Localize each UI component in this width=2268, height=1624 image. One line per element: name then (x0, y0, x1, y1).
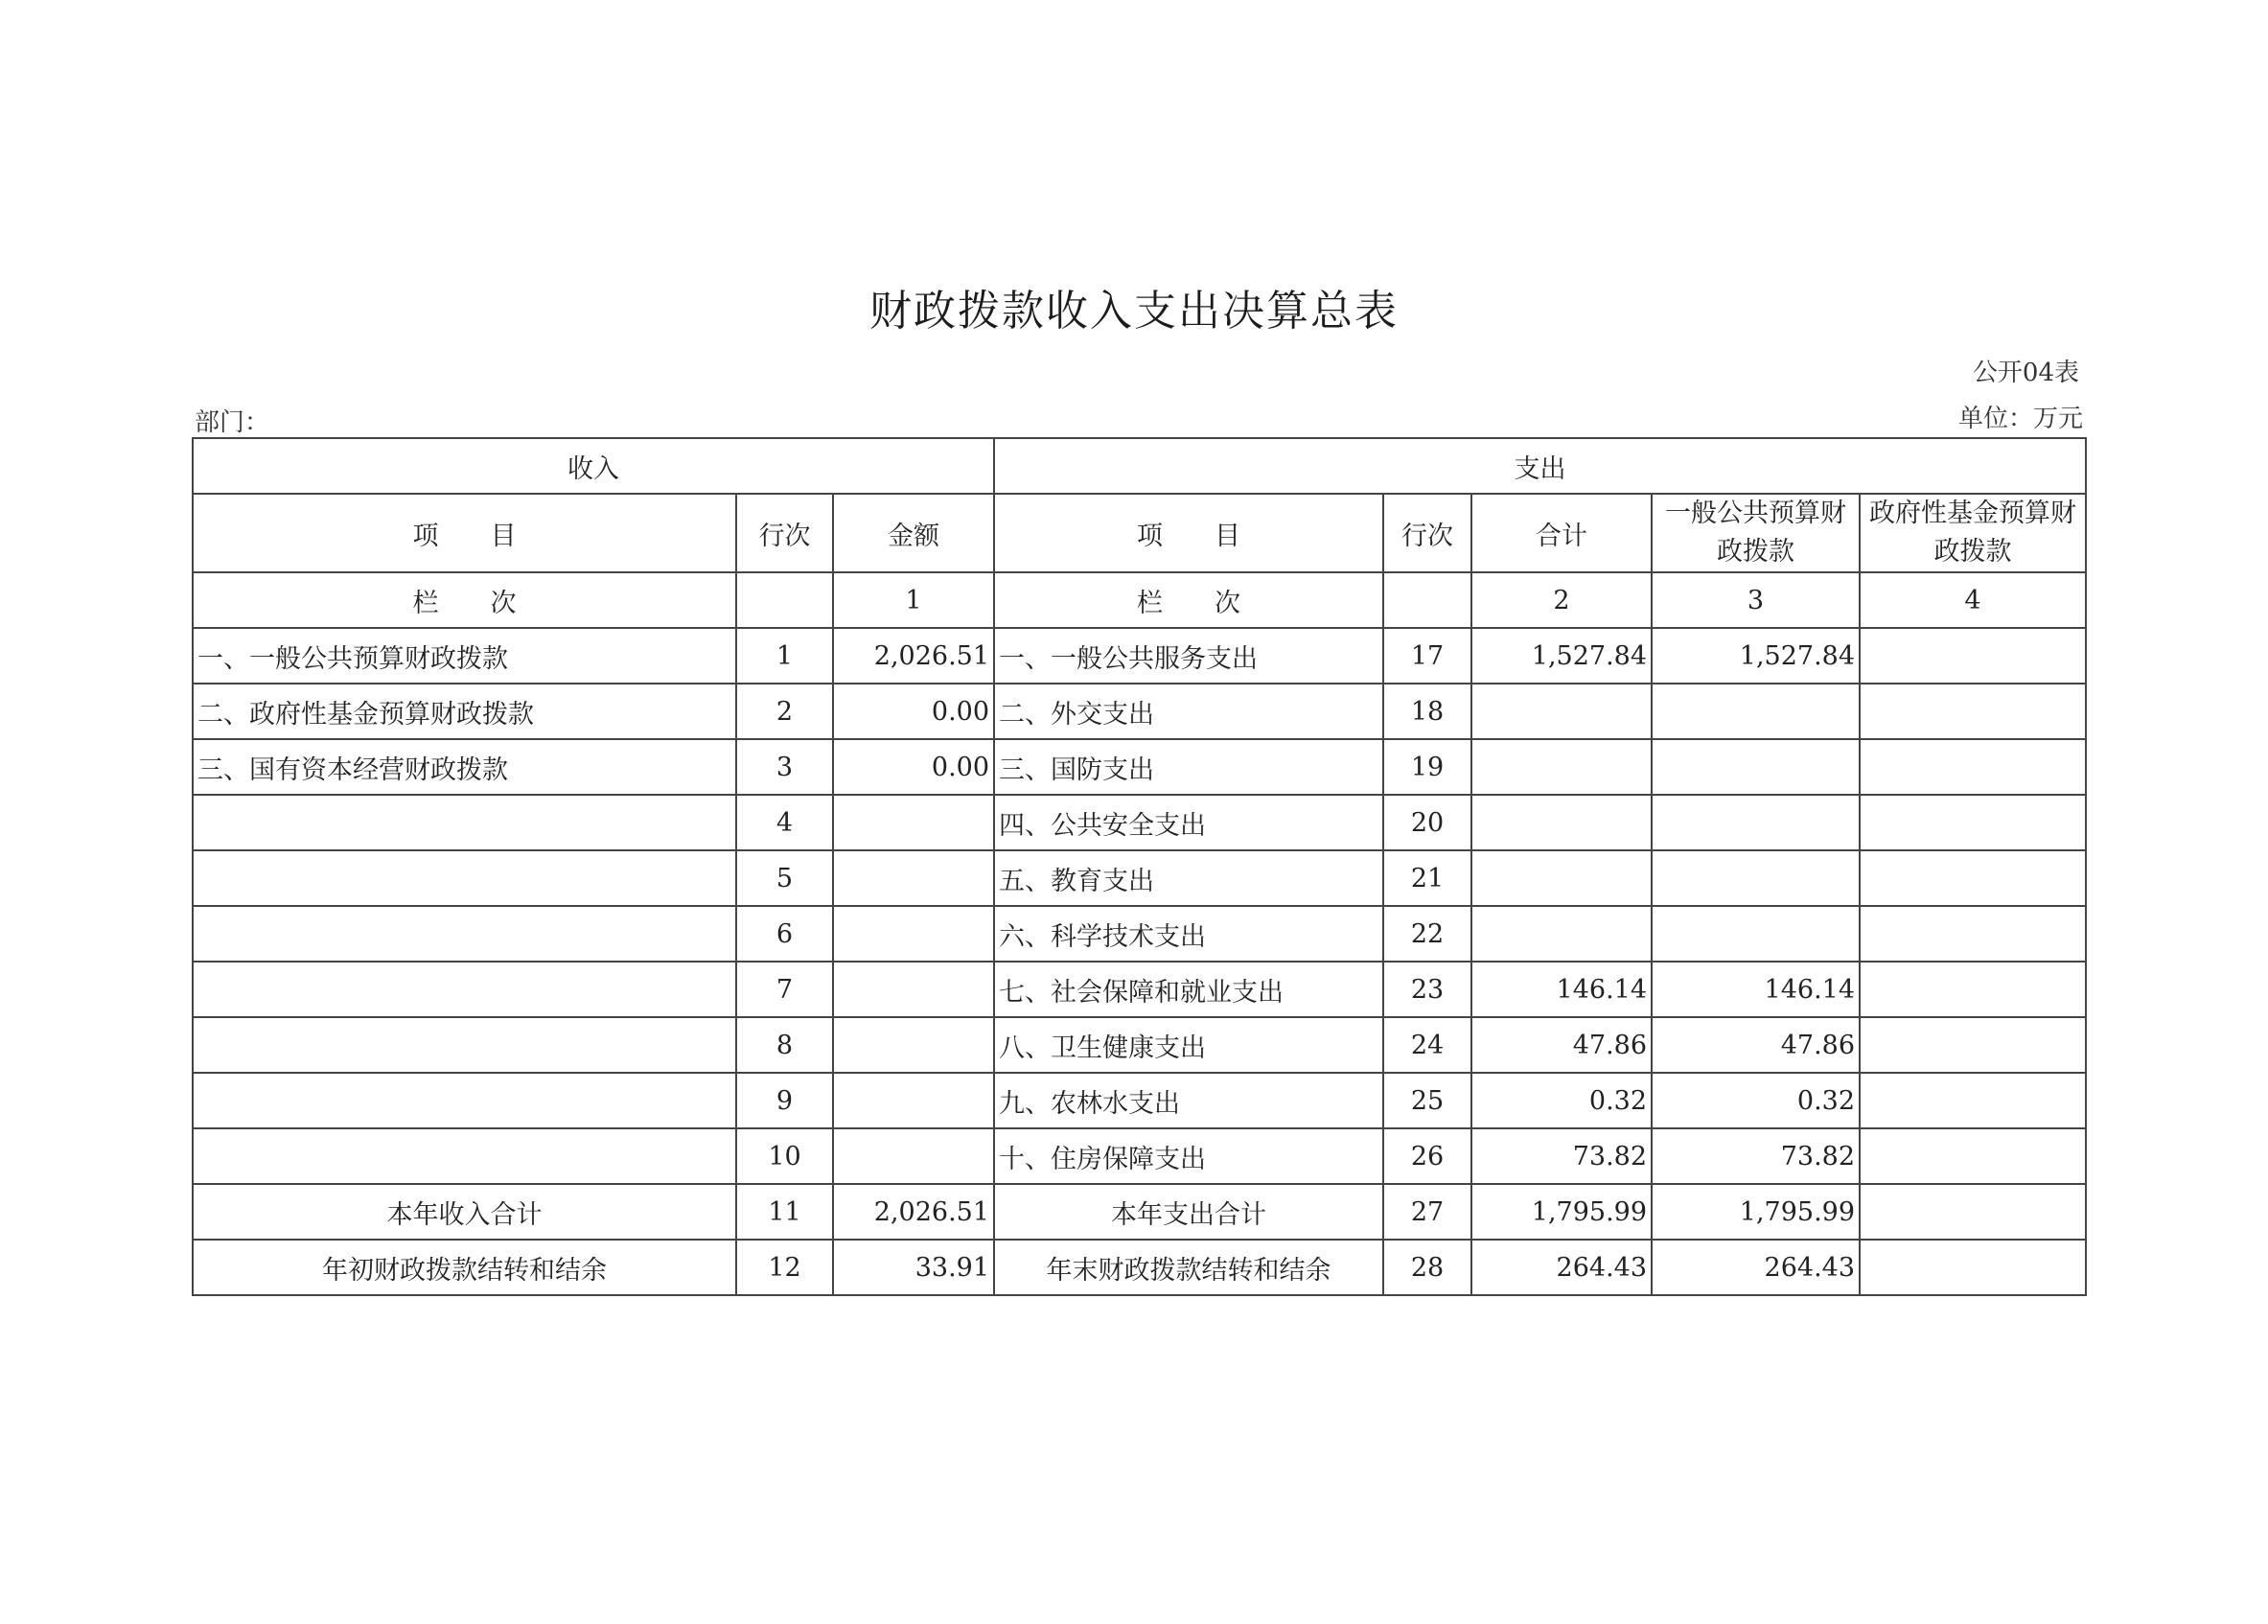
page-title: 财政拨款收入支出决算总表 (869, 287, 1399, 336)
expense-line-no-cell: 19 (1383, 739, 1471, 795)
expense-total-cell (1471, 739, 1652, 795)
gov-fund-budget-cell (1860, 684, 2086, 739)
income-amount-cell: 0.00 (833, 684, 994, 739)
general-budget-cell: 47.86 (1652, 1017, 1860, 1073)
income-line-no-cell: 4 (736, 795, 833, 850)
income-amount-header: 金额 (833, 494, 994, 572)
general-budget-cell (1652, 684, 1860, 739)
expense-item-cell: 年末财政拨款结转和结余 (994, 1240, 1383, 1295)
table-row (193, 628, 2086, 684)
income-line-no-cell: 2 (736, 684, 833, 739)
table-row (193, 795, 2086, 850)
income-amount-cell (833, 850, 994, 906)
table-row (193, 684, 2086, 739)
income-amount-cell: 2,026.51 (833, 1184, 994, 1240)
expense-line-no-cell: 20 (1383, 795, 1471, 850)
table-row (193, 850, 2086, 906)
general-budget-cell: 1,795.99 (1652, 1184, 1860, 1240)
expense-total-cell: 1,795.99 (1471, 1184, 1652, 1240)
expense-item-cell: 六、科学技术支出 (994, 906, 1383, 962)
income-item-cell (193, 1017, 736, 1073)
expense-line-no-cell: 24 (1383, 1017, 1471, 1073)
expense-item-cell: 三、国防支出 (994, 739, 1383, 795)
header-row-sections (193, 438, 2086, 494)
expense-line-no-cell: 18 (1383, 684, 1471, 739)
expense-total-cell: 146.14 (1471, 962, 1652, 1017)
general-col-number: 3 (1652, 572, 1860, 628)
income-line-no-col (736, 572, 833, 628)
expense-total-cell: 0.32 (1471, 1073, 1652, 1128)
expense-total-header: 合计 (1471, 494, 1652, 572)
expense-total-cell (1471, 906, 1652, 962)
income-line-no-cell: 6 (736, 906, 833, 962)
income-line-no-cell: 8 (736, 1017, 833, 1073)
department-label: 部门： (195, 408, 270, 437)
general-budget-cell: 1,527.84 (1652, 628, 1860, 684)
gov-fund-budget-cell (1860, 962, 2086, 1017)
total-col-number: 2 (1471, 572, 1652, 628)
income-item-header: 项 目 (193, 494, 736, 572)
expense-line-no-cell: 23 (1383, 962, 1471, 1017)
income-item-cell: 本年收入合计 (193, 1184, 736, 1240)
income-line-no-cell: 1 (736, 628, 833, 684)
expense-item-cell: 八、卫生健康支出 (994, 1017, 1383, 1073)
income-item-cell (193, 962, 736, 1017)
income-header: 收入 (193, 438, 994, 494)
gov-fund-budget-cell (1860, 628, 2086, 684)
income-line-no-cell: 12 (736, 1240, 833, 1295)
income-amount-cell: 33.91 (833, 1240, 994, 1295)
income-amount-cell (833, 795, 994, 850)
expense-item-cell: 本年支出合计 (994, 1184, 1383, 1240)
expense-item-cell: 一、一般公共服务支出 (994, 628, 1383, 684)
gov-fund-budget-cell (1860, 1128, 2086, 1184)
general-budget-cell (1652, 850, 1860, 906)
expense-total-cell: 73.82 (1471, 1128, 1652, 1184)
column-number-row (193, 572, 2086, 628)
expense-line-no-header: 行次 (1383, 494, 1471, 572)
gov-fund-budget-cell (1860, 1073, 2086, 1128)
income-amount-cell (833, 1073, 994, 1128)
form-number: 公开04表 (1972, 359, 2079, 387)
expense-total-cell: 1,527.84 (1471, 628, 1652, 684)
income-col-number: 1 (833, 572, 994, 628)
expense-line-no-cell: 28 (1383, 1240, 1471, 1295)
table-row (193, 1128, 2086, 1184)
fund-col-number: 4 (1860, 572, 2086, 628)
income-line-no-cell: 7 (736, 962, 833, 1017)
gov-fund-budget-header: 政府性基金预算财政拨款 (1860, 494, 2086, 572)
table-row (193, 1073, 2086, 1128)
expense-item-cell: 四、公共安全支出 (994, 795, 1383, 850)
gov-fund-budget-cell (1860, 1017, 2086, 1073)
header-row-columns (193, 494, 2086, 572)
gov-fund-budget-cell (1860, 906, 2086, 962)
expense-item-cell: 二、外交支出 (994, 684, 1383, 739)
income-amount-cell: 0.00 (833, 739, 994, 795)
expense-line-no-cell: 22 (1383, 906, 1471, 962)
income-item-cell: 一、一般公共预算财政拨款 (193, 628, 736, 684)
table-row (193, 1017, 2086, 1073)
income-line-no-cell: 10 (736, 1128, 833, 1184)
expense-total-cell (1471, 850, 1652, 906)
income-item-cell (193, 1073, 736, 1128)
table-row (193, 739, 2086, 795)
gov-fund-budget-cell (1860, 739, 2086, 795)
gov-fund-budget-cell (1860, 850, 2086, 906)
expense-line-no-cell: 21 (1383, 850, 1471, 906)
expense-line-no-cell: 27 (1383, 1184, 1471, 1240)
budget-table (192, 437, 2087, 1296)
general-budget-cell: 264.43 (1652, 1240, 1860, 1295)
general-budget-cell (1652, 739, 1860, 795)
income-amount-cell (833, 1128, 994, 1184)
income-line-no-header: 行次 (736, 494, 833, 572)
income-amount-cell (833, 1017, 994, 1073)
expense-item-cell: 七、社会保障和就业支出 (994, 962, 1383, 1017)
general-budget-cell: 146.14 (1652, 962, 1860, 1017)
general-budget-cell: 0.32 (1652, 1073, 1860, 1128)
expense-header: 支出 (994, 438, 2086, 494)
expense-item-cell: 十、住房保障支出 (994, 1128, 1383, 1184)
table-row (193, 906, 2086, 962)
income-item-cell (193, 795, 736, 850)
expense-total-cell: 264.43 (1471, 1240, 1652, 1295)
income-line-no-cell: 3 (736, 739, 833, 795)
expense-item-cell: 九、农林水支出 (994, 1073, 1383, 1128)
income-item-cell: 二、政府性基金预算财政拨款 (193, 684, 736, 739)
expense-column-label: 栏 次 (994, 572, 1383, 628)
expense-line-no-cell: 25 (1383, 1073, 1471, 1128)
income-amount-cell (833, 906, 994, 962)
table-row (193, 962, 2086, 1017)
expense-line-no-cell: 17 (1383, 628, 1471, 684)
gov-fund-budget-cell (1860, 795, 2086, 850)
expense-total-cell: 47.86 (1471, 1017, 1652, 1073)
gov-fund-budget-cell (1860, 1240, 2086, 1295)
total-row (193, 1184, 2086, 1240)
income-item-cell (193, 906, 736, 962)
income-column-label: 栏 次 (193, 572, 736, 628)
income-item-cell: 年初财政拨款结转和结余 (193, 1240, 736, 1295)
general-budget-header: 一般公共预算财政拨款 (1652, 494, 1860, 572)
income-item-cell (193, 850, 736, 906)
expense-total-cell (1471, 795, 1652, 850)
expense-item-header: 项 目 (994, 494, 1383, 572)
unit-label: 单位：万元 (1957, 405, 2083, 433)
income-line-no-cell: 5 (736, 850, 833, 906)
general-budget-cell (1652, 906, 1860, 962)
income-amount-cell: 2,026.51 (833, 628, 994, 684)
general-budget-cell (1652, 795, 1860, 850)
income-amount-cell (833, 962, 994, 1017)
expense-item-cell: 五、教育支出 (994, 850, 1383, 906)
income-line-no-cell: 11 (736, 1184, 833, 1240)
expense-total-cell (1471, 684, 1652, 739)
gov-fund-budget-cell (1860, 1184, 2086, 1240)
total-row (193, 1240, 2086, 1295)
income-line-no-cell: 9 (736, 1073, 833, 1128)
expense-line-no-cell: 26 (1383, 1128, 1471, 1184)
income-item-cell: 三、国有资本经营财政拨款 (193, 739, 736, 795)
general-budget-cell: 73.82 (1652, 1128, 1860, 1184)
income-item-cell (193, 1128, 736, 1184)
expense-line-no-col (1383, 572, 1471, 628)
